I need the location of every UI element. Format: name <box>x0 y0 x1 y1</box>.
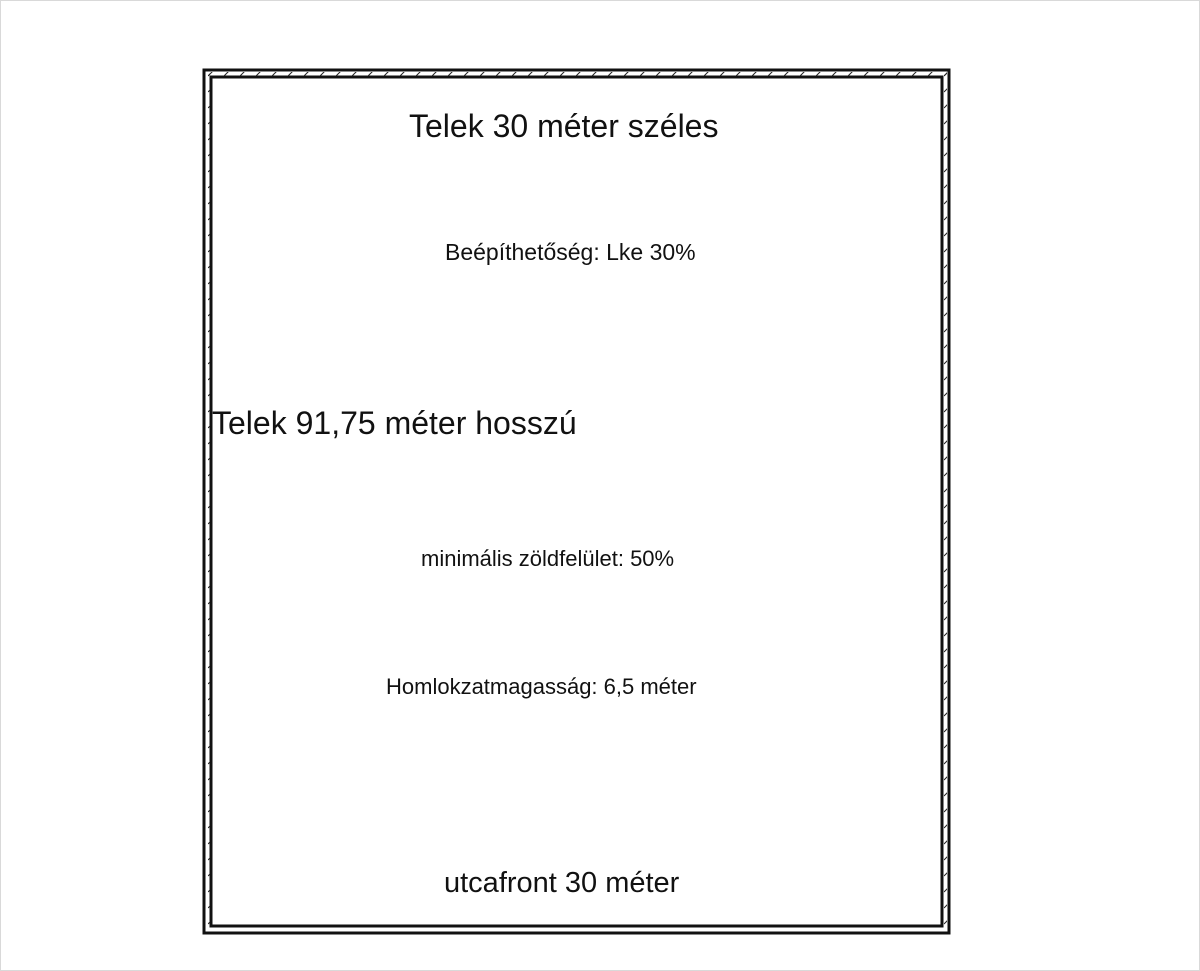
plot-hatch-top <box>206 72 947 76</box>
plot-width-label: Telek 30 méter széles <box>409 108 719 144</box>
plot-hatch-right <box>943 72 947 931</box>
plot-inner-boundary <box>211 77 942 926</box>
plot-outer-boundary <box>204 70 949 933</box>
buildable-ratio-label: Beépíthetőség: Lke 30% <box>445 239 696 265</box>
plot-hatch-bottom <box>206 927 947 931</box>
plot-boundary <box>204 70 949 933</box>
green-area-label: minimális zöldfelület: 50% <box>421 546 675 571</box>
plot-length-label: Telek 91,75 méter hosszú <box>212 405 577 441</box>
facade-height-label: Homlokzatmagasság: 6,5 méter <box>386 674 697 699</box>
street-front-label: utcafront 30 méter <box>444 867 680 899</box>
plot-hatch-left <box>206 72 210 931</box>
